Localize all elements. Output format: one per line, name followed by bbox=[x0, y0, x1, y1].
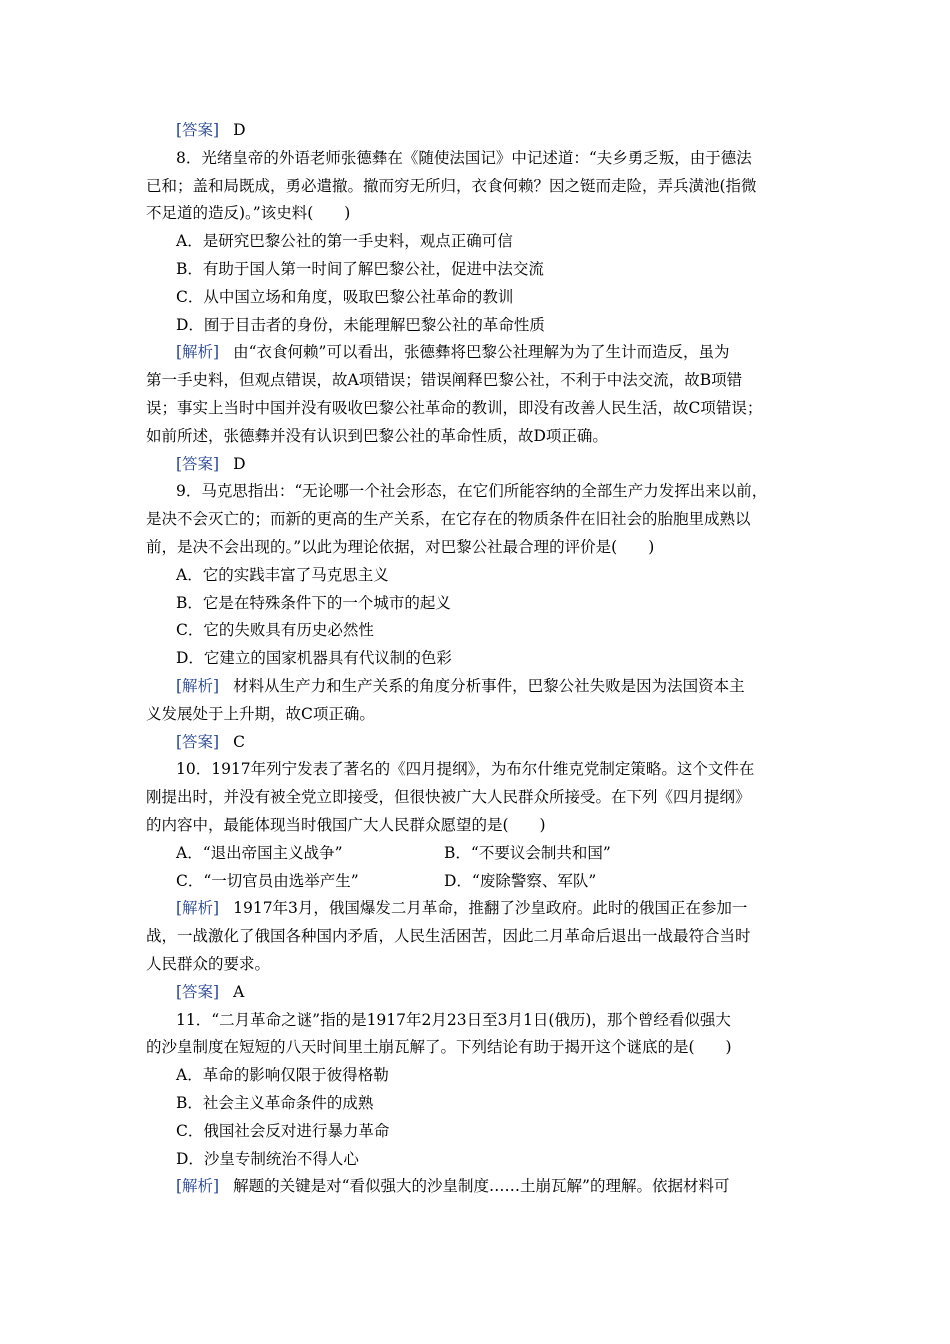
question-line bbox=[176, 148, 840, 168]
option-line bbox=[176, 1121, 840, 1141]
option-line bbox=[176, 287, 840, 307]
option-text: D．沙皇专制统治不得人心 bbox=[176, 1149, 359, 1168]
option-line bbox=[176, 648, 840, 668]
option-line bbox=[176, 620, 840, 640]
question-line bbox=[176, 1010, 840, 1030]
analysis-text: 战，一战激化了俄国各种国内矛盾，人民生活困苦，因此二月革命后退出一战最符合当时 bbox=[146, 927, 751, 946]
question-text: 是决不会灭亡的；而新的更高的生产关系，在它存在的物质条件在旧社会的胎胞里成熟以 bbox=[146, 510, 751, 529]
option-text: D．囿于目击者的身份，未能理解巴黎公社的革命性质 bbox=[176, 315, 545, 334]
option-text: C．从中国立场和角度，吸取巴黎公社革命的教训 bbox=[176, 287, 514, 306]
analysis-tag: [解析] bbox=[176, 899, 220, 918]
analysis-text: 误；事实上当时中国并没有吸收巴黎公社革命的教训，即没有改善人民生活，故C项错误； bbox=[146, 399, 763, 417]
analysis-line bbox=[176, 1176, 840, 1196]
answer-tag: [答案] bbox=[176, 121, 220, 139]
question-text: 已和；盖和局既成，勇必遣撤。撤而穷无所归，衣食何赖？因之铤而走险，弄兵潢池(指微 bbox=[146, 176, 757, 195]
answer-line bbox=[176, 982, 840, 1002]
option-line bbox=[176, 871, 840, 891]
option-text: D．“废除警察、军队” bbox=[444, 871, 597, 890]
option-text: A．是研究巴黎公社的第一手史料，观点正确可信 bbox=[176, 232, 513, 251]
question-line bbox=[146, 176, 810, 196]
question-text: 8．光绪皇帝的外语老师张德彝在《随使法国记》中记述道：“夫乡勇乏叛，由于德法 bbox=[176, 148, 752, 167]
analysis-text: 第一手史料，但观点错误，故A项错误；错误阐释巴黎公社，不利于中法交流，故B项错 bbox=[146, 371, 743, 390]
question-text: 刚提出时，并没有被全党立即接受，但很快被广大人民群众所接受。在下列《四月提纲》 bbox=[146, 788, 751, 807]
question-line bbox=[146, 815, 810, 835]
question-line bbox=[146, 787, 810, 807]
option-text: A．革命的影响仅限于彼得格勒 bbox=[176, 1066, 389, 1085]
analysis-line bbox=[146, 954, 810, 974]
answer-tag: [答案] bbox=[176, 454, 220, 473]
question-text: 10．1917年列宁发表了著名的《四月提纲》，为布尔什维克党制定策略。这个文件在 bbox=[176, 760, 755, 779]
question-text: 9．马克思指出：“无论哪一个社会形态，在它们所能容纳的全部生产力发挥出来以前， bbox=[176, 482, 768, 501]
analysis-tag: [解析] bbox=[176, 1177, 220, 1196]
question-text: 不足道的造反)。”该史料( ) bbox=[146, 204, 351, 223]
option-line bbox=[176, 843, 840, 863]
option-text: D．它建立的国家机器具有代议制的色彩 bbox=[176, 649, 452, 668]
question-line bbox=[176, 481, 840, 501]
option-text: B．“不要议会制共和国” bbox=[444, 843, 611, 862]
question-text: 的沙皇制度在短短的八天时间里土崩瓦解了。下列结论有助于揭开这个谜底的是( ) bbox=[146, 1038, 732, 1057]
analysis-line bbox=[146, 704, 810, 724]
question-text: 11．“二月革命之谜”指的是1917年2月23日至3月1日(俄历)，那个曾经看似强大 bbox=[176, 1010, 731, 1029]
answer-line bbox=[176, 120, 840, 140]
option-line bbox=[176, 1065, 840, 1085]
answer-line bbox=[176, 454, 840, 474]
question-line bbox=[146, 203, 810, 223]
question-line bbox=[146, 509, 810, 529]
option-line bbox=[176, 1093, 840, 1113]
option-text: A．“退出帝国主义战争” bbox=[176, 843, 343, 862]
option-text: C．“一切官员由选举产生” bbox=[176, 871, 359, 890]
analysis-tag: [解析] bbox=[176, 343, 220, 362]
option-text: B．它是在特殊条件下的一个城市的起义 bbox=[176, 593, 451, 612]
option-line bbox=[176, 259, 840, 279]
answer-value: C bbox=[233, 732, 245, 751]
analysis-text: 如前所述，张德彝并没有认识到巴黎公社的革命性质，故D项正确。 bbox=[146, 426, 608, 445]
analysis-line bbox=[146, 926, 810, 946]
analysis-line bbox=[146, 426, 810, 446]
answer-value: D bbox=[233, 121, 246, 139]
analysis-line bbox=[146, 398, 810, 418]
analysis-text: 人民群众的要求。 bbox=[146, 955, 271, 973]
analysis-text: 解题的关键是对“看似强大的沙皇制度……土崩瓦解”的理解。依据材料可 bbox=[233, 1177, 730, 1196]
question-text: 前，是决不会出现的。”以此为理论依据，对巴黎公社最合理的评价是( ) bbox=[146, 538, 655, 556]
question-line bbox=[146, 1037, 810, 1057]
analysis-line bbox=[176, 676, 840, 696]
option-text: C．俄国社会反对进行暴力革命 bbox=[176, 1121, 390, 1140]
analysis-text: 1917年3月，俄国爆发二月革命，推翻了沙皇政府。此时的俄国正在参加一 bbox=[233, 899, 748, 918]
option-text: B．社会主义革命条件的成熟 bbox=[176, 1094, 374, 1112]
answer-value: D bbox=[233, 454, 246, 473]
question-text: 的内容中，最能体现当时俄国广大人民群众愿望的是( ) bbox=[146, 816, 546, 834]
answer-line bbox=[176, 732, 840, 752]
option-line bbox=[176, 565, 840, 585]
analysis-text: 义发展处于上升期，故C项正确。 bbox=[146, 704, 375, 723]
analysis-line bbox=[176, 898, 840, 918]
analysis-line bbox=[146, 370, 810, 390]
analysis-line bbox=[176, 342, 840, 362]
option-line bbox=[176, 593, 840, 613]
analysis-text: 材料从生产力和生产关系的角度分析事件，巴黎公社失败是因为法国资本主 bbox=[233, 677, 745, 695]
option-text: C．它的失败具有历史必然性 bbox=[176, 621, 374, 640]
option-text: A．它的实践丰富了马克思主义 bbox=[176, 565, 389, 584]
option-text: B．有助于国人第一时间了解巴黎公社，促进中法交流 bbox=[176, 260, 544, 278]
option-line bbox=[176, 1149, 840, 1169]
analysis-tag: [解析] bbox=[176, 677, 220, 695]
question-line bbox=[146, 537, 810, 557]
answer-tag: [答案] bbox=[176, 982, 220, 1001]
answer-tag: [答案] bbox=[176, 732, 220, 751]
option-line bbox=[176, 315, 840, 335]
analysis-text: 由“衣食何赖”可以看出，张德彝将巴黎公社理解为为了生计而造反，虽为 bbox=[233, 343, 730, 362]
question-line bbox=[176, 759, 840, 779]
option-line bbox=[176, 231, 840, 251]
answer-value: A bbox=[233, 982, 245, 1001]
